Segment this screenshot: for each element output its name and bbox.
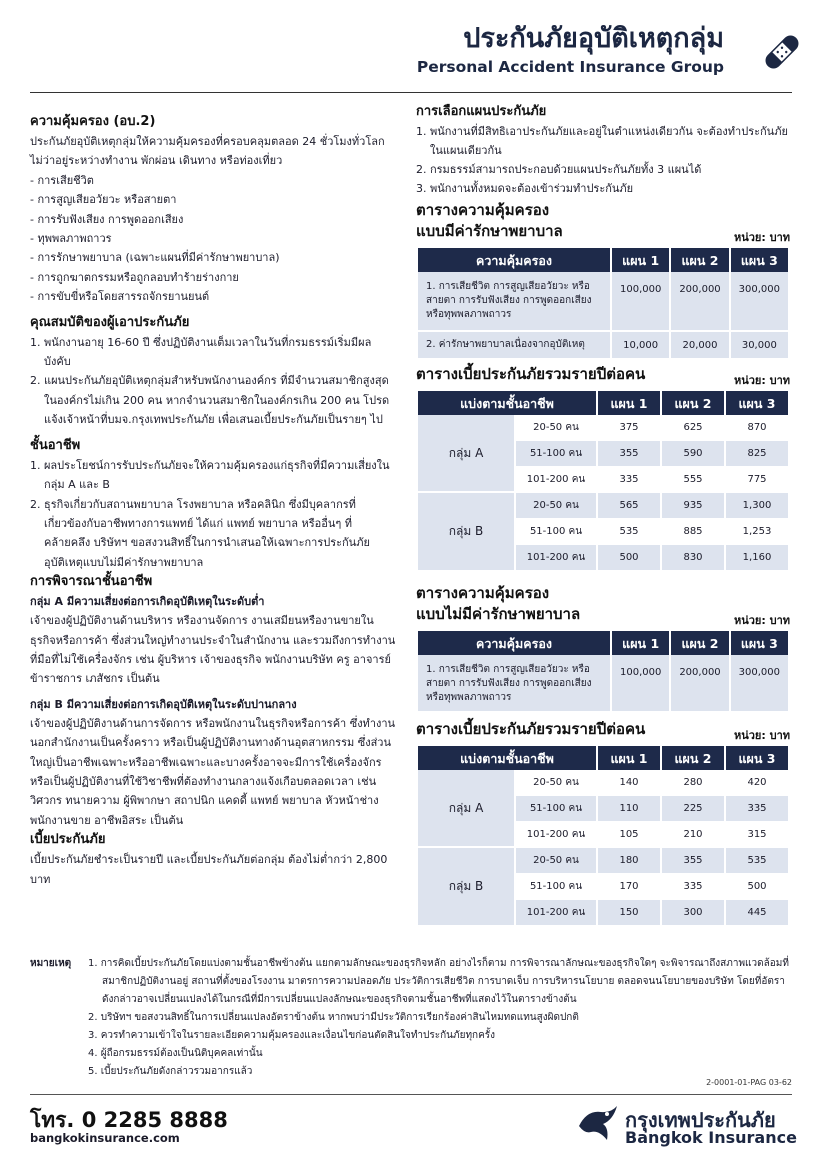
cell: 100,000 bbox=[612, 655, 669, 711]
table-header: แผน 3 bbox=[726, 391, 788, 415]
cell: 355 bbox=[662, 848, 724, 874]
cell: 101-200 คน bbox=[516, 822, 596, 848]
coverage-table-with-medical bbox=[416, 248, 790, 358]
premium-table-without-medical bbox=[416, 746, 790, 926]
table-header: แผน 2 bbox=[662, 391, 724, 415]
table-header: แผน 3 bbox=[731, 631, 788, 655]
table1-title: ตารางความคุ้มครอง bbox=[416, 201, 550, 219]
list-item: - การรับฟังเสียง การพูดออกเสียง bbox=[30, 210, 396, 229]
table-header: แบ่งตามชั้นอาชีพ bbox=[418, 746, 596, 770]
document-code: 2-0001-01-PAG 03-62 bbox=[706, 1078, 792, 1087]
list-item: 4. ผู้ถือกรมธรรม์ต้องเป็นนิติบุคคลเท่านั้น bbox=[88, 1048, 263, 1059]
table4-heading bbox=[416, 719, 790, 740]
cell: 335 bbox=[726, 796, 788, 822]
table2-title: ตารางเบี้ยประกันภัยรวมรายปีต่อคน bbox=[416, 365, 646, 383]
table-header: แผน 1 bbox=[612, 248, 669, 272]
cell: 51-100 คน bbox=[516, 519, 596, 545]
premium-title: เบี้ยประกันภัย bbox=[30, 832, 106, 848]
coverage-list bbox=[30, 171, 396, 307]
coverage-title: ความคุ้มครอง (อบ.2) bbox=[30, 114, 156, 129]
cell: 200,000 bbox=[671, 655, 728, 711]
qualification-list bbox=[30, 333, 396, 430]
cell: 20,000 bbox=[671, 330, 728, 358]
qualification-title: คุณสมบัติของผู้เอาประกันภัย bbox=[30, 314, 190, 330]
table-row bbox=[418, 493, 788, 519]
cell: 101-200 คน bbox=[516, 900, 596, 926]
cell: 300,000 bbox=[731, 655, 788, 711]
phone-number[interactable]: โทร. 0 2285 8888 bbox=[30, 1108, 228, 1132]
cell: 51-100 คน bbox=[516, 796, 596, 822]
list-item: 5. เบี้ยประกันภัยดังกล่าวรวมอากรแล้ว bbox=[88, 1066, 253, 1077]
table-header: แบ่งตามชั้นอาชีพ bbox=[418, 391, 596, 415]
notes-label: หมายเหตุ bbox=[30, 958, 72, 969]
cell: 535 bbox=[726, 848, 788, 874]
logo-text-en: Bangkok Insurance bbox=[625, 1128, 797, 1147]
cell: 2. ค่ารักษาพยาบาลเนื่องจากอุบัติเหตุ bbox=[418, 330, 610, 358]
cell: 101-200 คน bbox=[516, 467, 596, 493]
plan-title: การเลือกแผนประกันภัย bbox=[416, 104, 547, 119]
right-column bbox=[416, 102, 790, 926]
table-header: แผน 2 bbox=[662, 746, 724, 770]
cell: 935 bbox=[662, 493, 724, 519]
list-item: 3. พนักงานทั้งหมดจะต้องเข้าร่วมทำประกันภัย bbox=[416, 182, 634, 195]
cell: 355 bbox=[598, 441, 660, 467]
table1-subtitle: แบบมีค่ารักษาพยาบาล bbox=[416, 222, 563, 240]
table1-unit: หน่วย: บาท bbox=[733, 231, 790, 244]
cell: 500 bbox=[598, 545, 660, 571]
bandage-icon bbox=[760, 30, 804, 74]
header-divider bbox=[30, 92, 792, 93]
list-item: 2. บริษัทฯ ขอสงวนสิทธิ์ในการเปลี่ยนแปลงอัตราข้างต้น หากพบว่ามีประวัติการเรียกร้องค่าสินไหมทดแทนสูงผิดปกติ bbox=[88, 1012, 579, 1023]
cell: 20-50 คน bbox=[516, 493, 596, 519]
consideration-title: การพิจารณาชั้นอาชีพ bbox=[30, 574, 153, 590]
cell: 775 bbox=[726, 467, 788, 493]
page-header bbox=[417, 22, 724, 76]
cell: 500 bbox=[726, 874, 788, 900]
list-item: 3. ควรทำความเข้าใจในรายละเอียดความคุ้มครองและเงื่อนไขก่อนตัดสินใจทำประกันภัยทุกครั้ง bbox=[88, 1030, 496, 1041]
logo-text-th: กรุงเทพประกันภัย bbox=[625, 1108, 776, 1132]
cell: 420 bbox=[726, 770, 788, 796]
table3-subtitle-row bbox=[416, 604, 790, 625]
table2-heading bbox=[416, 364, 790, 385]
table-row bbox=[418, 272, 788, 330]
cell: 335 bbox=[598, 467, 660, 493]
plan-list bbox=[416, 122, 790, 198]
cell: 885 bbox=[662, 519, 724, 545]
cell: 10,000 bbox=[612, 330, 669, 358]
premium-table-with-medical bbox=[416, 391, 790, 571]
table-header: แผน 2 bbox=[671, 248, 728, 272]
list-item: - การถูกฆาตกรรมหรือถูกลอบทำร้ายร่างกาย bbox=[30, 268, 396, 287]
group-b-title: กลุ่ม B มีความเสี่ยงต่อการเกิดอุบัติเหตุในระดับปานกลาง bbox=[30, 697, 297, 711]
cell: 1,300 bbox=[726, 493, 788, 519]
cell: 110 bbox=[598, 796, 660, 822]
bird-logo-icon bbox=[577, 1104, 619, 1144]
table1-heading bbox=[416, 200, 790, 242]
cell: 280 bbox=[662, 770, 724, 796]
list-item: - การรักษาพยาบาล (เฉพาะแผนที่มีค่ารักษาพยาบาล) bbox=[30, 248, 396, 267]
cell: 825 bbox=[726, 441, 788, 467]
coverage-intro: ประกันภัยอุบัติเหตุกลุ่มให้ความคุ้มครองที่ครอบคลุมตลอด 24 ชั่วโมงทั่วโลก ไม่ว่าอยู่ระหว่างทำงาน พักผ่อน เดินทาง หรือท่องเที่ยว bbox=[30, 135, 385, 168]
group-a-text: เจ้าของผู้ปฏิบัติงานด้านบริหาร หรืองานจัดการ งานเสมียนหรืองานขายในธุรกิจหรือการค้า ซึ่งส่วนใหญ่ทำงานประจำในสำนักงาน และรวมถึงการทำงานที่มือที่ไม่ใช้เครื่องจักร เช่น ผู้บริหาร เจ้าของธุรกิจ พนักงานบริษัท ครู อาจารย์ ข้าราชการ เภสัชกร เป็นต้น bbox=[30, 614, 396, 686]
cell: 170 bbox=[598, 874, 660, 900]
cell: 870 bbox=[726, 415, 788, 441]
table-row bbox=[418, 770, 788, 796]
list-item: - การเสียชีวิต bbox=[30, 171, 396, 190]
group-b-cell: กลุ่ม B bbox=[418, 848, 514, 926]
cell: 100,000 bbox=[612, 272, 669, 330]
cell: 105 bbox=[598, 822, 660, 848]
title-en: Personal Accident Insurance Group bbox=[416, 58, 724, 76]
cell: 565 bbox=[598, 493, 660, 519]
notes-list bbox=[88, 955, 790, 1081]
cell: 1. การเสียชีวิต การสูญเสียอวัยวะ หรือสายตา การรับฟังเสียง การพูดออกเสียง หรือทุพพลภาพถาวร bbox=[418, 655, 610, 711]
cell: 335 bbox=[662, 874, 724, 900]
table-header: ความคุ้มครอง bbox=[418, 248, 610, 272]
group-b-text: เจ้าของผู้ปฏิบัติงานด้านการจัดการ หรือพนักงานในธุรกิจหรือการค้า ซึ่งทำงานนอกสำนักงานเป็นครั้งคราว หรือเป็นผู้ปฏิบัติงานทางด้านอุตสาหกรรม ซึ่งส่วนใหญ่เป็นอาชีพเฉพาะหรืออาชีพเฉพาะและบางครั้งอาจจะมีการใช้เครื่องจักร หรือเป็นผู้ปฏิบัติงานที่ใช้วิชาชีพที่ต้องทำงานกลางแจ้งเกือบตลอดเวลา เช่น วิศวกร ทนายความ ผู้พิพากษา สถาปนิก แคดดี้ แพทย์ พยาบาล หัวหน้าช่าง พนักงานขาย อาชีพอิสระ เป็นต้น bbox=[30, 716, 396, 827]
cell: 225 bbox=[662, 796, 724, 822]
cell: 20-50 คน bbox=[516, 848, 596, 874]
table4-unit: หน่วย: บาท bbox=[733, 729, 790, 742]
table-header: แผน 2 bbox=[671, 631, 728, 655]
company-logo bbox=[577, 1104, 797, 1148]
table3-heading bbox=[416, 583, 790, 625]
table1-subtitle-row bbox=[416, 221, 790, 242]
footer-divider bbox=[30, 1094, 792, 1095]
cell: 20-50 คน bbox=[516, 415, 596, 441]
list-item: 1. การคิดเบี้ยประกันภัยโดยแบ่งตามชั้นอาชีพข้างต้น แยกตามลักษณะของธุรกิจหลัก อย่างไรก็ตาม การพิจารณาลักษณะของธุรกิจใดๆ จะพิจารณาถึงสภาพแวดล้อมที่สมาชิกปฏิบัติงานอยู่ สถานที่ตั้งของโรงงาน มาตรการความปลอดภัย ประวัติการเสียชีวิต การบาดเจ็บ การบริหารนโยบาย ตลอดจนนโยบายของบริษัท โดยที่อัตราดังกล่าวอาจเปลี่ยนแปลงได้ในกรณีที่มีการเปลี่ยนแปลงลักษณะของธุรกิจตามชั้นอาชีพที่แสดงไว้ในตารางข้างต้น bbox=[88, 958, 789, 1005]
list-item: 1. พนักงานที่มีสิทธิเอาประกันภัยและอยู่ในตำแหน่งเดียวกัน จะต้องทำประกันภัยในแผนเดียวกัน bbox=[416, 125, 788, 157]
left-column bbox=[30, 112, 396, 889]
cell: 51-100 คน bbox=[516, 441, 596, 467]
table-header: ความคุ้มครอง bbox=[418, 631, 610, 655]
cell: 1,253 bbox=[726, 519, 788, 545]
cell: 20-50 คน bbox=[516, 770, 596, 796]
table-row bbox=[418, 415, 788, 441]
table3-subtitle: แบบไม่มีค่ารักษาพยาบาล bbox=[416, 605, 581, 623]
list-item: 1. ผลประโยชน์การรับประกันภัยจะให้ความคุ้มครองแก่ธุรกิจที่มีความเสี่ยงในกลุ่ม A และ B bbox=[30, 458, 390, 492]
group-a-cell: กลุ่ม A bbox=[418, 770, 514, 848]
cell: 555 bbox=[662, 467, 724, 493]
table-header: แผน 1 bbox=[598, 746, 660, 770]
list-item: 2. แผนประกันภัยอุบัติเหตุกลุ่มสำหรับพนักงานองค์กร ที่มีจำนวนสมาชิกสูงสุดในองค์กรไม่เกิน 200 คน หากจำนวนสมาชิกในองค์กรเกิน 200 คน โปรดแจ้งเจ้าหน้าที่บมจ.กรุงเทพประกันภัย เพื่อเสนอเบี้ยประกันภัยเป็นรายๆ ไป bbox=[30, 374, 390, 427]
cell: 210 bbox=[662, 822, 724, 848]
list-item: 2. ธุรกิจเกี่ยวกับสถานพยาบาล โรงพยาบาล หรือคลินิก ซึ่งมีบุคลากรที่เกี่ยวข้องกับอาชีพทางการแพทย์ ได้แก่ แพทย์ พยาบาล หรืออื่นๆ ที่คล้ายคลึง บริษัทฯ ขอสงวนสิทธิ์ในการนำเสนอให้เฉพาะการประกันภัยอุบัติเหตุแบบไม่มีค่ารักษาพยาบาล bbox=[30, 497, 370, 569]
list-item: - การขับขี่หรือโดยสารรถจักรยานยนต์ bbox=[30, 287, 396, 306]
group-b-cell: กลุ่ม B bbox=[418, 493, 514, 571]
cell: 51-100 คน bbox=[516, 874, 596, 900]
cell: 445 bbox=[726, 900, 788, 926]
cell: 625 bbox=[662, 415, 724, 441]
website-link[interactable]: bangkokinsurance.com bbox=[30, 1131, 180, 1145]
table-header: แผน 3 bbox=[731, 248, 788, 272]
list-item: - การสูญเสียอวัยวะ หรือสายตา bbox=[30, 190, 396, 209]
premium-text: เบี้ยประกันภัยชำระเป็นรายปี และเบี้ยประกันภัยต่อกลุ่ม ต้องไม่ต่ำกว่า 2,800 บาท bbox=[30, 853, 388, 886]
title-th: ประกันภัยอุบัติเหตุกลุ่ม bbox=[463, 23, 724, 54]
coverage-table-without-medical bbox=[416, 631, 790, 711]
table-header: แผน 1 bbox=[598, 391, 660, 415]
list-item: 1. พนักงานอายุ 16-60 ปี ซึ่งปฏิบัติงานเต็มเวลาในวันที่กรมธรรม์เริ่มมีผลบังคับ bbox=[30, 335, 372, 369]
table3-unit: หน่วย: บาท bbox=[733, 614, 790, 627]
cell: 150 bbox=[598, 900, 660, 926]
cell: 830 bbox=[662, 545, 724, 571]
list-item: - ทุพพลภาพถาวร bbox=[30, 229, 396, 248]
table3-title: ตารางความคุ้มครอง bbox=[416, 584, 550, 602]
cell: 300 bbox=[662, 900, 724, 926]
list-item: 2. กรมธรรม์สามารถประกอบด้วยแผนประกันภัยทั้ง 3 แผนได้ bbox=[416, 163, 702, 176]
table4-title: ตารางเบี้ยประกันภัยรวมรายปีต่อคน bbox=[416, 720, 646, 738]
table-header: แผน 1 bbox=[612, 631, 669, 655]
cell: 180 bbox=[598, 848, 660, 874]
cell: 140 bbox=[598, 770, 660, 796]
cell: 375 bbox=[598, 415, 660, 441]
cell: 535 bbox=[598, 519, 660, 545]
table-header: แผน 3 bbox=[726, 746, 788, 770]
cell: 590 bbox=[662, 441, 724, 467]
occupation-list bbox=[30, 456, 396, 572]
group-a-cell: กลุ่ม A bbox=[418, 415, 514, 493]
cell: 1. การเสียชีวิต การสูญเสียอวัยวะ หรือสายตา การรับฟังเสียง การพูดออกเสียง หรือทุพพลภาพถาวร bbox=[418, 272, 610, 330]
cell: 300,000 bbox=[731, 272, 788, 330]
notes-section bbox=[30, 955, 790, 1081]
occupation-title: ชั้นอาชีพ bbox=[30, 437, 81, 453]
cell: 200,000 bbox=[671, 272, 728, 330]
cell: 30,000 bbox=[731, 330, 788, 358]
cell: 101-200 คน bbox=[516, 545, 596, 571]
group-a-title: กลุ่ม A มีความเสี่ยงต่อการเกิดอุบัติเหตุในระดับต่ำ bbox=[30, 595, 265, 609]
table2-unit: หน่วย: บาท bbox=[733, 374, 790, 387]
table-row bbox=[418, 848, 788, 874]
cell: 1,160 bbox=[726, 545, 788, 571]
table-row bbox=[418, 330, 788, 358]
cell: 315 bbox=[726, 822, 788, 848]
table-row bbox=[418, 655, 788, 711]
